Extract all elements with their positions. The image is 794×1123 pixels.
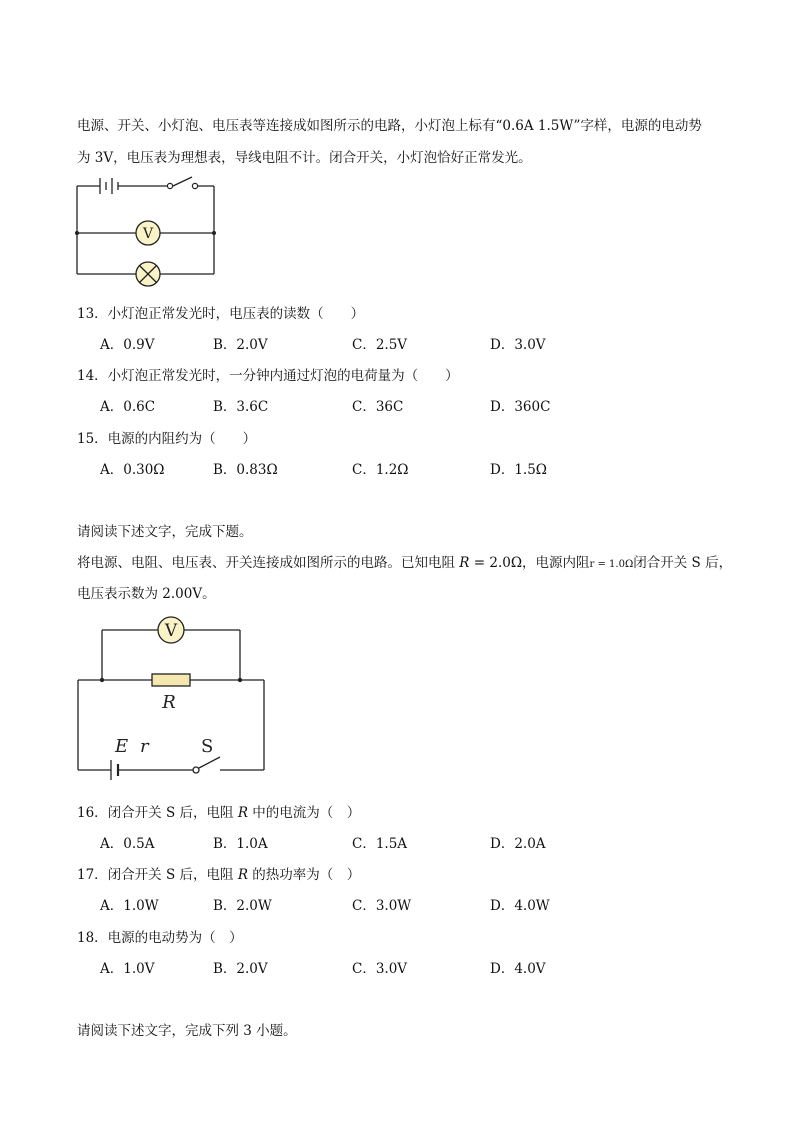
q13-option-b[interactable]: B．2.0V bbox=[213, 337, 268, 353]
q16-option-a[interactable]: A．0.5A bbox=[100, 836, 155, 852]
circuit-diagram-2 bbox=[70, 612, 280, 782]
section1-intro-line1: 电源、开关、小灯泡、电压表等连接成如图所示的电路，小灯泡上标有“0.6A 1.5W”字样，电源的电动势 bbox=[77, 118, 702, 134]
q17-option-c[interactable]: C．3.0W bbox=[352, 898, 412, 914]
section2-intro-line1 bbox=[77, 551, 732, 571]
q13-option-a[interactable]: A．0.9V bbox=[100, 337, 155, 353]
q18-option-a[interactable]: A．1.0V bbox=[100, 961, 155, 977]
resistor-symbol: R bbox=[459, 555, 470, 571]
question-18-stem: 18．电源的电动势为（ ） bbox=[77, 930, 243, 946]
q18-option-c[interactable]: C．3.0V bbox=[352, 961, 408, 977]
switch-lever-2 bbox=[199, 757, 220, 768]
q14-option-a[interactable]: A．0.6C bbox=[100, 399, 156, 415]
q17-option-b[interactable]: B．2.0W bbox=[213, 898, 272, 914]
q16-stem-R: R bbox=[237, 805, 248, 821]
q16-option-d[interactable]: D．2.0A bbox=[490, 836, 546, 852]
q18-option-d[interactable]: D．4.0V bbox=[490, 961, 546, 977]
section1-intro-line2: 为 3V，电压表为理想表，导线电阻不计。闭合开关，小灯泡恰好正常发光。 bbox=[77, 150, 532, 166]
question-17-stem bbox=[77, 863, 360, 883]
switch-lever bbox=[173, 177, 192, 186]
q17-stem-part1: 17．闭合开关 S 后，电阻 bbox=[77, 867, 238, 883]
emf-label: E bbox=[115, 736, 129, 757]
q17-stem-R: R bbox=[237, 867, 248, 883]
question-16-stem bbox=[77, 801, 360, 821]
resistor-label: R bbox=[162, 692, 176, 713]
section2-intro-line2: 电压表示数为 2.00V。 bbox=[77, 586, 216, 602]
q15-option-b[interactable]: B．0.83Ω bbox=[213, 462, 278, 478]
question-14-stem: 14．小灯泡正常发光时，一分钟内通过灯泡的电荷量为（ ） bbox=[77, 368, 459, 384]
voltmeter-2-label: V bbox=[164, 621, 178, 641]
q15-option-c[interactable]: C．1.2Ω bbox=[352, 462, 409, 478]
q16-stem-part2: 中的电流为（ ） bbox=[247, 805, 361, 821]
q14-option-b[interactable]: B．3.6C bbox=[213, 399, 269, 415]
intro-text-1: 将电源、电阻、电压表、开关连接成如图所示的电路。已知电阻 bbox=[77, 555, 460, 571]
internal-r-label: r bbox=[140, 736, 149, 757]
q13-option-d[interactable]: D．3.0V bbox=[490, 337, 546, 353]
q15-option-d[interactable]: D．1.5Ω bbox=[490, 462, 547, 478]
voltmeter-1-label: V bbox=[142, 226, 154, 242]
intro-text-2: = 2.0Ω，电源内阻 bbox=[469, 555, 590, 571]
q16-option-c[interactable]: C．1.5A bbox=[352, 836, 408, 852]
q17-option-d[interactable]: D．4.0W bbox=[490, 898, 550, 914]
voltmeter-1 bbox=[136, 221, 160, 245]
q16-option-b[interactable]: B．1.0A bbox=[213, 836, 268, 852]
lamp-1 bbox=[136, 262, 160, 286]
intro-text-3: 闭合开关 S 后， bbox=[633, 555, 733, 571]
q16-stem-part1: 16．闭合开关 S 后，电阻 bbox=[77, 805, 238, 821]
resistor-R bbox=[152, 674, 190, 686]
question-15-stem: 15．电源的内阻约为（ ） bbox=[77, 431, 257, 447]
section3-instruction: 请阅读下述文字，完成下列 3 小题。 bbox=[77, 1023, 297, 1039]
internal-resistance-value: r = 1.0Ω bbox=[589, 559, 634, 570]
voltmeter-2 bbox=[158, 617, 184, 643]
q15-option-a[interactable]: A．0.30Ω bbox=[100, 462, 165, 478]
q13-option-c[interactable]: C．2.5V bbox=[352, 337, 408, 353]
circuit-diagram-1 bbox=[70, 172, 230, 282]
q18-option-b[interactable]: B．2.0V bbox=[213, 961, 268, 977]
q17-option-a[interactable]: A．1.0W bbox=[100, 898, 159, 914]
section2-instruction: 请阅读下述文字，完成下题。 bbox=[77, 524, 253, 540]
q14-option-d[interactable]: D．360C bbox=[490, 399, 551, 415]
switch-label: S bbox=[201, 736, 214, 757]
q17-stem-part2: 的热功率为（ ） bbox=[247, 867, 361, 883]
q14-option-c[interactable]: C．36C bbox=[352, 399, 404, 415]
question-13-stem: 13．小灯泡正常发光时，电压表的读数（ ） bbox=[77, 306, 365, 322]
